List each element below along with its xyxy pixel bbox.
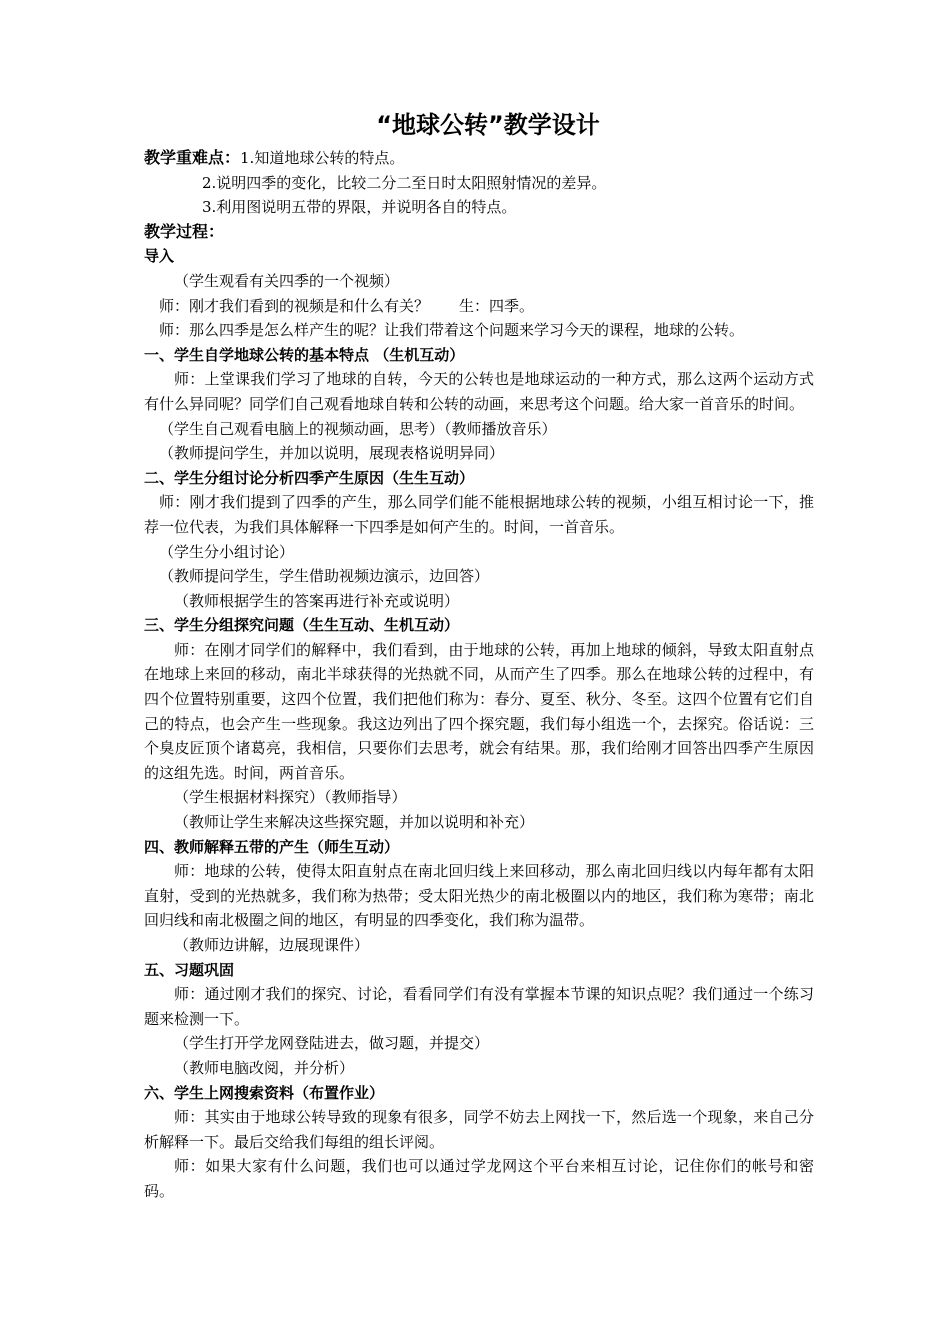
section-4-paragraph: 师：地球的公转，使得太阳直射点在南北回归线上来回移动，那么南北回归线以内每年都有太阳直射，受到的光热就多，我们称为热带；受太阳光热少的南北极圈以内的地区，我们称为寒带；南北回归线和南北极圈之间的地区，有明显的四季变化，我们称为温带。 (144, 862, 814, 930)
document-title: “地球公转”教学设计 (376, 111, 600, 139)
key-point-3: 3.利用图说明五带的界限，并说明各自的特点。 (202, 198, 517, 217)
section-5-heading: 五、习题巩固 (144, 960, 235, 979)
section-2-paragraph: 师：刚才我们提到了四季的产生，那么同学们能不能根据地球公转的视频，小组互相讨论一下，推荐一位代表，为我们具体解释一下四季是如何产生的。时间，一首音乐。 (144, 493, 814, 536)
section-2-heading: 二、学生分组讨论分析四季产生原因（生生互动） (144, 468, 475, 487)
section-3-note-2: （教师让学生来解决这些探究题，并加以说明和补充） (174, 813, 535, 832)
section-1-paragraph: 师：上堂课我们学习了地球的自转，今天的公转也是地球运动的一种方式，那么这两个运动方式有什么异同呢？同学们自己观看地球自转和公转的动画，来思考这个问题。给大家一首音乐的时间。 (144, 370, 814, 413)
key-points-label: 教学重难点： (144, 148, 241, 167)
section-2-note-3: （教师根据学生的答案再进行补充或说明） (174, 591, 460, 610)
section-4-note-1: （教师边讲解，边展现课件） (174, 936, 370, 954)
intro-note: （学生观看有关四季的一个视频） (174, 271, 400, 290)
section-5-note-2: （教师电脑改阅，并分析） (174, 1058, 355, 1077)
section-6-heading: 六、学生上网搜索资料（布置作业） (144, 1083, 385, 1102)
document-body (144, 108, 814, 1204)
section-2-note-2: （教师提问学生，学生借助视频边演示，边回答） (159, 567, 490, 586)
key-point-2: 2.说明四季的变化，比较二分二至日时太阳照射情况的差异。 (202, 173, 607, 192)
intro-heading: 导入 (144, 247, 175, 266)
section-3-heading: 三、学生分组探究问题（生生互动、生机互动） (144, 616, 460, 635)
section-1-note-1: （学生自己观看电脑上的视频动画，思考）（教师播放音乐） (159, 419, 557, 438)
section-6-paragraph-2: 师：如果大家有什么问题，我们也可以通过学龙网这个平台来相互讨论，记住你们的帐号和密码。 (144, 1157, 814, 1200)
teacher-question: 师：刚才我们看到的视频是和什么有关？ (159, 296, 430, 315)
intro-dialog-line (144, 294, 814, 319)
section-1-note-2: （教师提问学生，并加以说明，展现表格说明异同） (159, 444, 505, 463)
section-2-note-1: （学生分小组讨论） (159, 542, 295, 561)
student-answer: 生：四季。 (459, 296, 535, 315)
intro-transition: 师：那么四季是怎么样产生的呢？让我们带着这个问题来学习今天的课程，地球的公转。 (159, 321, 745, 340)
section-3-note-1: （学生根据材料探究）（教师指导） (174, 788, 407, 807)
section-1-heading: 一、学生自学地球公转的基本特点 （生机互动） (144, 345, 465, 364)
section-4-heading: 四、教师解释五带的产生（师生互动） (144, 837, 400, 856)
section-5-paragraph: 师：通过刚才我们的探究、讨论，看看同学们有没有掌握本节课的知识点呢？我们通过一个练习题来检测一下。 (144, 985, 814, 1028)
section-3-paragraph: 师：在刚才同学们的解释中，我们看到，由于地球的公转，再加上地球的倾斜，导致太阳直射点在地球上来回的移动，南北半球获得的光热就不同，从而产生了四季。那么在地球公转的过程中，有四个位置特别重要，这四个位置，我们把他们称为：春分、夏至、秋分、冬至。这四个位置有它们自己的特点，也会产生一些现象。我这边列出了四个探究题，我们每小组选一个，去探究。俗话说：三个臭皮匠顶个诸葛亮，我相信，只要你们去思考，就会有结果。那，我们给刚才回答出四季产生原因的这组先选。时间，两首音乐。 (144, 640, 814, 782)
key-point-1: 1.知道地球公转的特点。 (240, 149, 405, 167)
section-5-note-1: （学生打开学龙网登陆进去，做习题，并提交） (174, 1034, 490, 1053)
process-label: 教学过程： (144, 221, 225, 241)
section-6-paragraph-1: 师：其实由于地球公转导致的现象有很多，同学不妨去上网找一下，然后选一个现象，来自己分析解释一下。最后交给我们每组的组长评阅。 (144, 1108, 814, 1151)
key-points-line-1 (144, 146, 814, 171)
